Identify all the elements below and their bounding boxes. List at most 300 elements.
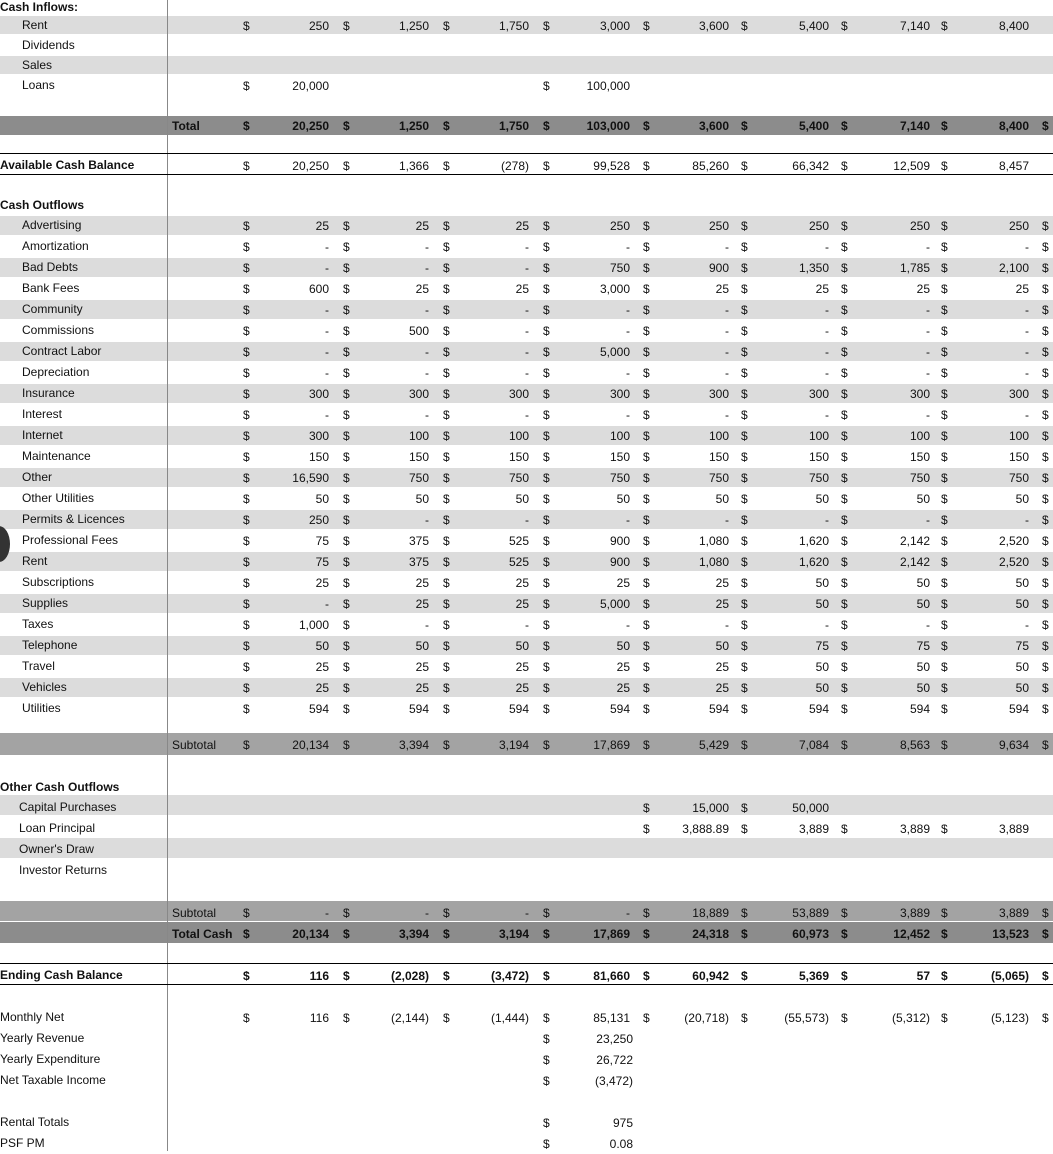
value-cell[interactable]: 20,250: [292, 159, 329, 173]
value-cell[interactable]: 7,140: [899, 19, 930, 33]
currency-symbol: $: [643, 471, 650, 485]
value-cell[interactable]: 2,142: [899, 534, 930, 548]
value-cell[interactable]: -: [1025, 345, 1029, 359]
value-cell[interactable]: 85,131: [593, 1011, 630, 1025]
value-cell[interactable]: -: [725, 513, 729, 527]
value-cell[interactable]: 1,620: [798, 555, 829, 569]
currency-symbol: $: [443, 450, 450, 464]
value-cell[interactable]: 50: [815, 492, 829, 506]
value-cell[interactable]: (2,144): [390, 1011, 429, 1025]
value-cell[interactable]: 50: [315, 492, 329, 506]
value-cell[interactable]: 900: [609, 534, 630, 548]
value-cell[interactable]: -: [626, 513, 630, 527]
value-cell[interactable]: 250: [1008, 219, 1029, 233]
value-cell[interactable]: 1,000: [298, 618, 329, 632]
currency-symbol: $: [643, 19, 650, 33]
value-cell[interactable]: 50: [415, 639, 429, 653]
value-cell[interactable]: 750: [1008, 471, 1029, 485]
value-cell[interactable]: 5,429: [698, 738, 729, 752]
value-cell[interactable]: 250: [609, 219, 630, 233]
value-cell[interactable]: 50: [815, 660, 829, 674]
value-cell[interactable]: 103,000: [586, 119, 630, 133]
value-cell[interactable]: 1,250: [398, 19, 429, 33]
value-cell[interactable]: 25: [616, 660, 630, 674]
value-cell[interactable]: -: [926, 408, 930, 422]
value-cell[interactable]: 300: [708, 387, 729, 401]
currency-symbol: $: [1042, 702, 1049, 716]
value-cell[interactable]: 594: [808, 702, 829, 716]
value-cell[interactable]: 300: [308, 387, 329, 401]
currency-symbol: $: [343, 429, 350, 443]
value-cell[interactable]: 250: [308, 19, 329, 33]
value-cell[interactable]: 25: [715, 681, 729, 695]
value-cell[interactable]: -: [725, 324, 729, 338]
value-cell[interactable]: -: [926, 513, 930, 527]
value-cell[interactable]: 50: [515, 492, 529, 506]
value-cell[interactable]: -: [825, 303, 829, 317]
value-cell[interactable]: -: [825, 240, 829, 254]
value-cell[interactable]: 50: [515, 639, 529, 653]
value-cell[interactable]: 57: [916, 969, 930, 983]
value-cell[interactable]: -: [825, 324, 829, 338]
value-cell[interactable]: 250: [708, 219, 729, 233]
value-cell[interactable]: 75: [315, 555, 329, 569]
value-cell[interactable]: 150: [408, 450, 429, 464]
currency-symbol: $: [443, 240, 450, 254]
value-cell[interactable]: 25: [415, 282, 429, 296]
value-cell[interactable]: 3,888.89: [682, 822, 729, 836]
value-cell[interactable]: 3,889: [998, 906, 1029, 920]
value-cell[interactable]: 2,520: [998, 534, 1029, 548]
value-cell[interactable]: 25: [515, 597, 529, 611]
value-cell[interactable]: 3,889: [998, 822, 1029, 836]
value-cell[interactable]: -: [425, 345, 429, 359]
value-cell[interactable]: 100: [909, 429, 930, 443]
currency-symbol: $: [741, 303, 748, 317]
value-cell[interactable]: 20,134: [292, 738, 329, 752]
value-cell[interactable]: 150: [1008, 450, 1029, 464]
currency-symbol: $: [343, 738, 350, 752]
value-cell[interactable]: 594: [508, 702, 529, 716]
value-cell[interactable]: -: [626, 906, 630, 920]
value-cell[interactable]: 500: [408, 324, 429, 338]
value-cell[interactable]: 50: [1015, 597, 1029, 611]
summary-value[interactable]: 23,250: [596, 1032, 633, 1046]
value-cell[interactable]: 1,620: [798, 534, 829, 548]
value-cell[interactable]: -: [825, 408, 829, 422]
value-cell[interactable]: -: [425, 906, 429, 920]
value-cell[interactable]: 525: [508, 555, 529, 569]
value-cell[interactable]: 5,400: [798, 119, 829, 133]
value-cell[interactable]: -: [525, 261, 529, 275]
value-cell[interactable]: 900: [708, 261, 729, 275]
total-label: Total: [172, 119, 200, 133]
value-cell[interactable]: 25: [616, 576, 630, 590]
value-cell[interactable]: 25: [315, 681, 329, 695]
value-cell[interactable]: 25: [916, 282, 930, 296]
value-cell[interactable]: 750: [808, 471, 829, 485]
value-cell[interactable]: 50: [1015, 576, 1029, 590]
value-cell[interactable]: 25: [715, 597, 729, 611]
value-cell[interactable]: -: [1025, 324, 1029, 338]
value-cell[interactable]: -: [626, 408, 630, 422]
value-cell[interactable]: -: [525, 240, 529, 254]
value-cell[interactable]: 53,889: [792, 906, 829, 920]
value-cell[interactable]: 8,457: [998, 159, 1029, 173]
value-cell[interactable]: 50: [715, 492, 729, 506]
value-cell[interactable]: 25: [616, 681, 630, 695]
value-cell[interactable]: 100: [1008, 429, 1029, 443]
value-cell[interactable]: 594: [308, 702, 329, 716]
value-cell[interactable]: -: [525, 906, 529, 920]
currency-symbol: $: [543, 1053, 550, 1067]
value-cell[interactable]: 24,318: [692, 927, 729, 941]
value-cell[interactable]: 50: [916, 681, 930, 695]
value-cell[interactable]: (278): [500, 159, 529, 173]
value-cell[interactable]: 50: [916, 576, 930, 590]
value-cell[interactable]: -: [325, 366, 329, 380]
value-cell[interactable]: -: [325, 906, 329, 920]
value-cell[interactable]: 13,523: [992, 927, 1029, 941]
value-cell[interactable]: 3,000: [599, 282, 630, 296]
value-cell[interactable]: -: [325, 261, 329, 275]
value-cell[interactable]: 750: [408, 471, 429, 485]
value-cell[interactable]: -: [926, 240, 930, 254]
value-cell[interactable]: 60,973: [792, 927, 829, 941]
value-cell[interactable]: 100: [609, 429, 630, 443]
value-cell[interactable]: 594: [909, 702, 930, 716]
value-cell[interactable]: 3,600: [698, 119, 729, 133]
currency-symbol: $: [243, 240, 250, 254]
value-cell[interactable]: -: [825, 345, 829, 359]
value-cell[interactable]: 17,869: [593, 927, 630, 941]
value-cell[interactable]: 1,750: [498, 119, 529, 133]
value-cell[interactable]: 50: [916, 492, 930, 506]
value-cell[interactable]: -: [325, 345, 329, 359]
value-cell[interactable]: 116: [309, 969, 329, 983]
value-cell[interactable]: -: [325, 240, 329, 254]
value-cell[interactable]: 5,369: [798, 969, 829, 983]
value-cell[interactable]: 300: [909, 387, 930, 401]
value-cell[interactable]: 25: [515, 282, 529, 296]
value-cell[interactable]: 15,000: [692, 801, 729, 815]
value-cell[interactable]: -: [825, 366, 829, 380]
value-cell[interactable]: 375: [408, 534, 429, 548]
value-cell[interactable]: -: [1025, 303, 1029, 317]
value-cell[interactable]: 150: [308, 450, 329, 464]
value-cell[interactable]: -: [1025, 513, 1029, 527]
value-cell[interactable]: 750: [609, 471, 630, 485]
summary-value[interactable]: 975: [612, 1116, 633, 1130]
value-cell[interactable]: 600: [308, 282, 329, 296]
value-cell[interactable]: -: [325, 303, 329, 317]
value-cell[interactable]: 25: [715, 282, 729, 296]
value-cell[interactable]: -: [725, 240, 729, 254]
value-cell[interactable]: -: [926, 324, 930, 338]
value-cell[interactable]: -: [725, 303, 729, 317]
value-cell[interactable]: 50: [616, 492, 630, 506]
value-cell[interactable]: 100: [508, 429, 529, 443]
value-cell[interactable]: 250: [909, 219, 930, 233]
value-cell[interactable]: -: [725, 618, 729, 632]
value-cell[interactable]: 8,563: [899, 738, 930, 752]
value-cell[interactable]: 25: [515, 660, 529, 674]
value-cell[interactable]: 2,520: [998, 555, 1029, 569]
value-cell[interactable]: (5,312): [891, 1011, 930, 1025]
value-cell[interactable]: -: [626, 240, 630, 254]
value-cell[interactable]: -: [325, 324, 329, 338]
value-cell[interactable]: 50: [1015, 660, 1029, 674]
currency-symbol: $: [741, 345, 748, 359]
value-cell[interactable]: -: [425, 240, 429, 254]
summary-row: [0, 1050, 1053, 1070]
value-cell[interactable]: -: [626, 618, 630, 632]
value-cell[interactable]: 81,660: [593, 969, 630, 983]
value-cell[interactable]: 3,194: [498, 738, 529, 752]
currency-symbol: $: [543, 1116, 550, 1130]
value-cell[interactable]: -: [525, 345, 529, 359]
value-cell[interactable]: 3,394: [398, 927, 429, 941]
value-cell[interactable]: 8,400: [998, 19, 1029, 33]
value-cell[interactable]: 3,394: [398, 738, 429, 752]
value-cell[interactable]: 150: [508, 450, 529, 464]
value-cell[interactable]: -: [425, 366, 429, 380]
value-cell[interactable]: 594: [1008, 702, 1029, 716]
value-cell[interactable]: -: [525, 324, 529, 338]
value-cell[interactable]: 25: [415, 597, 429, 611]
value-cell[interactable]: 1,080: [698, 534, 729, 548]
currency-symbol: $: [841, 927, 848, 941]
value-cell[interactable]: 3,889: [798, 822, 829, 836]
value-cell[interactable]: 50: [815, 597, 829, 611]
value-cell[interactable]: -: [325, 408, 329, 422]
value-cell[interactable]: -: [926, 366, 930, 380]
value-cell[interactable]: 1,080: [698, 555, 729, 569]
value-cell[interactable]: 50: [1015, 492, 1029, 506]
value-cell[interactable]: 50,000: [792, 801, 829, 815]
value-cell[interactable]: 3,600: [698, 19, 729, 33]
value-cell[interactable]: 60,942: [692, 969, 729, 983]
value-cell[interactable]: 85,260: [692, 159, 729, 173]
value-cell[interactable]: 100: [808, 429, 829, 443]
value-cell[interactable]: 1,785: [899, 261, 930, 275]
value-cell[interactable]: -: [825, 618, 829, 632]
value-cell[interactable]: 50: [916, 660, 930, 674]
value-cell[interactable]: 5,000: [599, 597, 630, 611]
value-cell[interactable]: 900: [609, 555, 630, 569]
value-cell[interactable]: -: [1025, 240, 1029, 254]
value-cell[interactable]: 375: [408, 555, 429, 569]
value-cell[interactable]: (5,065): [990, 969, 1029, 983]
value-cell[interactable]: 750: [909, 471, 930, 485]
value-cell[interactable]: 750: [609, 261, 630, 275]
value-cell[interactable]: -: [425, 261, 429, 275]
currency-symbol: $: [643, 119, 650, 133]
value-cell[interactable]: 8,400: [998, 119, 1029, 133]
value-cell[interactable]: 100: [708, 429, 729, 443]
value-cell[interactable]: 150: [708, 450, 729, 464]
currency-symbol: $: [543, 79, 550, 93]
value-cell[interactable]: 2,100: [998, 261, 1029, 275]
currency-symbol: $: [841, 471, 848, 485]
value-cell[interactable]: 25: [315, 219, 329, 233]
value-cell[interactable]: 75: [815, 639, 829, 653]
value-cell[interactable]: 50: [916, 597, 930, 611]
value-cell[interactable]: -: [926, 345, 930, 359]
value-cell[interactable]: -: [525, 366, 529, 380]
value-cell[interactable]: 99,528: [593, 159, 630, 173]
value-cell[interactable]: 1,750: [498, 19, 529, 33]
value-cell[interactable]: 25: [315, 660, 329, 674]
value-cell[interactable]: (1,444): [490, 1011, 529, 1025]
currency-symbol: $: [841, 366, 848, 380]
value-cell[interactable]: 150: [909, 450, 930, 464]
value-cell[interactable]: 50: [315, 639, 329, 653]
value-cell[interactable]: 1,250: [398, 119, 429, 133]
value-cell[interactable]: 20,250: [292, 119, 329, 133]
value-cell[interactable]: 75: [1015, 639, 1029, 653]
value-cell[interactable]: (3,472): [490, 969, 529, 983]
value-cell[interactable]: -: [926, 303, 930, 317]
value-cell[interactable]: 50: [1015, 681, 1029, 695]
value-cell[interactable]: -: [425, 618, 429, 632]
value-cell[interactable]: 75: [916, 639, 930, 653]
value-cell[interactable]: 12,452: [893, 927, 930, 941]
value-cell[interactable]: -: [1025, 618, 1029, 632]
value-cell[interactable]: 25: [715, 660, 729, 674]
value-cell[interactable]: -: [1025, 366, 1029, 380]
value-cell[interactable]: -: [1025, 408, 1029, 422]
value-cell[interactable]: 250: [808, 219, 829, 233]
value-cell[interactable]: 20,134: [292, 927, 329, 941]
value-cell[interactable]: 300: [308, 429, 329, 443]
value-cell[interactable]: 25: [1015, 282, 1029, 296]
value-cell[interactable]: -: [725, 345, 729, 359]
currency-symbol: $: [443, 366, 450, 380]
value-cell[interactable]: 3,194: [498, 927, 529, 941]
currency-symbol: $: [643, 219, 650, 233]
value-cell[interactable]: -: [626, 303, 630, 317]
value-cell[interactable]: 20,000: [292, 79, 329, 93]
value-cell[interactable]: 3,889: [899, 906, 930, 920]
value-cell[interactable]: -: [626, 366, 630, 380]
value-cell[interactable]: -: [626, 324, 630, 338]
value-cell[interactable]: -: [425, 303, 429, 317]
value-cell[interactable]: -: [525, 303, 529, 317]
value-cell[interactable]: 525: [508, 534, 529, 548]
currency-symbol: $: [941, 1011, 948, 1025]
row-label: Monthly Net: [0, 1010, 65, 1024]
value-cell[interactable]: 16,590: [292, 471, 329, 485]
value-cell[interactable]: 18,889: [692, 906, 729, 920]
value-cell[interactable]: 250: [308, 513, 329, 527]
value-cell[interactable]: 3,000: [599, 19, 630, 33]
value-cell[interactable]: 7,140: [899, 119, 930, 133]
value-cell[interactable]: 594: [609, 702, 630, 716]
value-cell[interactable]: 750: [708, 471, 729, 485]
value-cell[interactable]: -: [325, 597, 329, 611]
value-cell[interactable]: 50: [815, 576, 829, 590]
table-row: [0, 552, 1053, 572]
summary-value[interactable]: 26,722: [596, 1053, 633, 1067]
value-cell[interactable]: -: [425, 408, 429, 422]
value-cell[interactable]: 50: [715, 639, 729, 653]
value-cell[interactable]: 9,634: [998, 738, 1029, 752]
value-cell[interactable]: 2,142: [899, 555, 930, 569]
value-cell[interactable]: 100: [408, 429, 429, 443]
value-cell[interactable]: 3,889: [899, 822, 930, 836]
summary-value[interactable]: 0.08: [609, 1137, 633, 1151]
value-cell[interactable]: -: [525, 513, 529, 527]
value-cell[interactable]: 1,350: [798, 261, 829, 275]
value-cell[interactable]: 300: [508, 387, 529, 401]
value-cell[interactable]: 7,084: [798, 738, 829, 752]
value-cell[interactable]: (5,123): [990, 1011, 1029, 1025]
value-cell[interactable]: 50: [616, 639, 630, 653]
value-cell[interactable]: 25: [515, 576, 529, 590]
summary-value[interactable]: (3,472): [594, 1074, 633, 1088]
value-cell[interactable]: 116: [309, 1011, 329, 1025]
value-cell[interactable]: 25: [515, 681, 529, 695]
value-cell[interactable]: (20,718): [684, 1011, 729, 1025]
value-cell[interactable]: 300: [609, 387, 630, 401]
currency-symbol: $: [643, 324, 650, 338]
value-cell[interactable]: 5,400: [798, 19, 829, 33]
value-cell[interactable]: -: [825, 513, 829, 527]
value-cell[interactable]: 300: [808, 387, 829, 401]
value-cell[interactable]: -: [926, 618, 930, 632]
value-cell[interactable]: -: [725, 366, 729, 380]
value-cell[interactable]: 50: [815, 681, 829, 695]
value-cell[interactable]: 66,342: [792, 159, 829, 173]
value-cell[interactable]: 750: [508, 471, 529, 485]
value-cell[interactable]: 25: [415, 681, 429, 695]
currency-symbol: $: [741, 450, 748, 464]
value-cell[interactable]: 300: [408, 387, 429, 401]
value-cell[interactable]: 75: [315, 534, 329, 548]
value-cell[interactable]: 594: [708, 702, 729, 716]
currency-symbol: $: [741, 1011, 748, 1025]
value-cell[interactable]: 25: [415, 660, 429, 674]
value-cell[interactable]: 25: [815, 282, 829, 296]
value-cell[interactable]: -: [425, 513, 429, 527]
value-cell[interactable]: 594: [408, 702, 429, 716]
value-cell[interactable]: -: [525, 408, 529, 422]
value-cell[interactable]: -: [525, 618, 529, 632]
value-cell[interactable]: 25: [315, 576, 329, 590]
value-cell[interactable]: 100,000: [586, 79, 630, 93]
value-cell[interactable]: 50: [415, 492, 429, 506]
value-cell[interactable]: 25: [515, 219, 529, 233]
value-cell[interactable]: 150: [808, 450, 829, 464]
row-label: Interest: [22, 407, 63, 421]
value-cell[interactable]: -: [725, 408, 729, 422]
value-cell[interactable]: 25: [415, 576, 429, 590]
value-cell[interactable]: (2,028): [390, 969, 429, 983]
value-cell[interactable]: 12,509: [893, 159, 930, 173]
value-cell[interactable]: 25: [715, 576, 729, 590]
value-cell[interactable]: 1,366: [398, 159, 429, 173]
currency-symbol: $: [243, 303, 250, 317]
value-cell[interactable]: 300: [1008, 387, 1029, 401]
value-cell[interactable]: 17,869: [593, 738, 630, 752]
value-cell[interactable]: 5,000: [599, 345, 630, 359]
currency-symbol: $: [243, 555, 250, 569]
value-cell[interactable]: (55,573): [784, 1011, 829, 1025]
value-cell[interactable]: 150: [609, 450, 630, 464]
currency-symbol: $: [741, 513, 748, 527]
value-cell[interactable]: 25: [415, 219, 429, 233]
